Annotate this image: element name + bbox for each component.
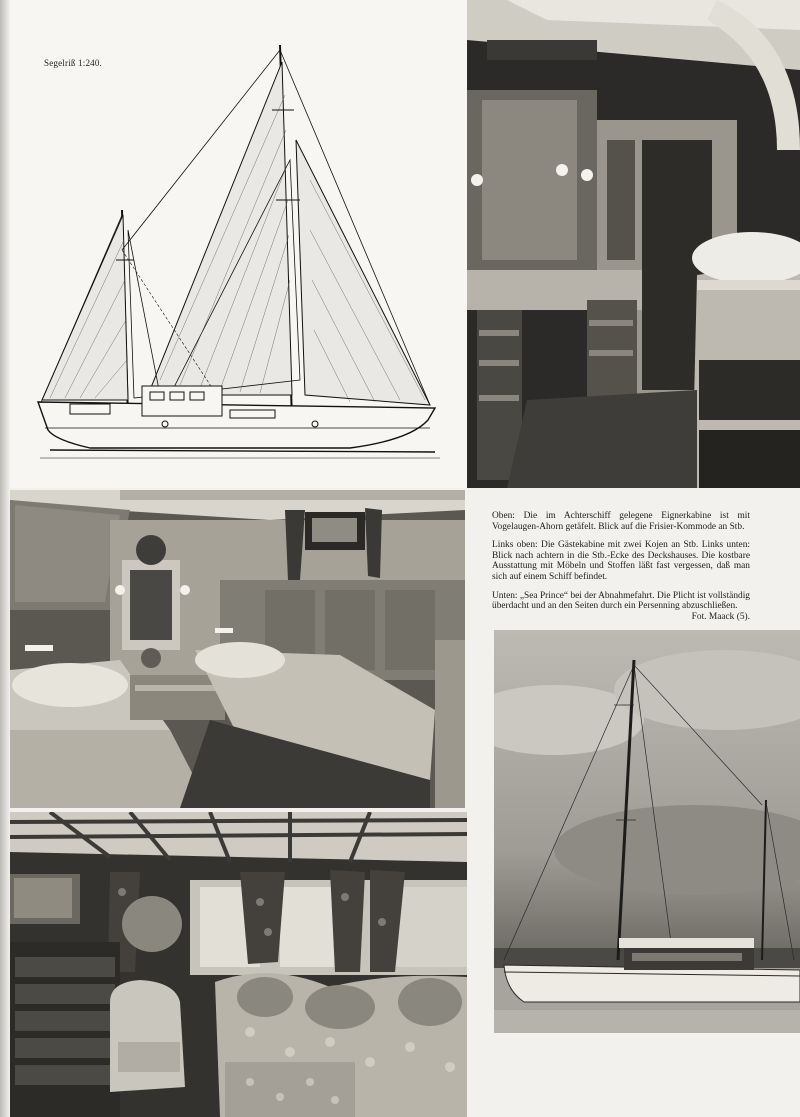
photo-captions xyxy=(492,511,750,622)
caption-bottom-text: Unten: „Sea Prince“ bei der Abnahmefahrt. Die Plicht ist vollständig überdacht und an den Seiten durch ein Persenning abzuschließen. xyxy=(492,590,750,612)
guest-cabin-photo xyxy=(10,490,465,808)
owner-cabin-photo-icon xyxy=(467,0,800,488)
deckhouse-photo xyxy=(10,812,467,1117)
deckhouse-photo-icon xyxy=(10,812,467,1117)
sail-plan-caption: Segelriß 1:240. xyxy=(44,58,102,68)
sail-plan-drawing xyxy=(10,0,467,488)
sea-prince-photo-icon xyxy=(494,630,800,1033)
page-gutter xyxy=(0,0,10,1117)
caption-left: Links oben: Die Gästekabine mit zwei Kojen an Stb. Links unten: Blick nach achtern in die Stb.-Ecke des Deckshauses. Die kostbare Ausstattung mit Möbeln und Stoffen läßt fast vergessen, daß man sich auf einem Schiff befindet. xyxy=(492,540,750,582)
guest-cabin-photo-icon xyxy=(10,490,465,808)
owner-cabin-photo xyxy=(467,0,800,488)
photo-credit: Fot. Maack (5). xyxy=(691,611,750,622)
caption-top: Oben: Die im Achterschiff gelegene Eignerkabine ist mit Vogelaugen-Ahorn getäfelt. Blick auf die Frisier-Kommode an Stb. xyxy=(492,511,750,532)
sea-prince-photo xyxy=(494,630,800,1033)
sail-plan-icon xyxy=(10,0,467,488)
caption-bottom xyxy=(492,590,750,622)
